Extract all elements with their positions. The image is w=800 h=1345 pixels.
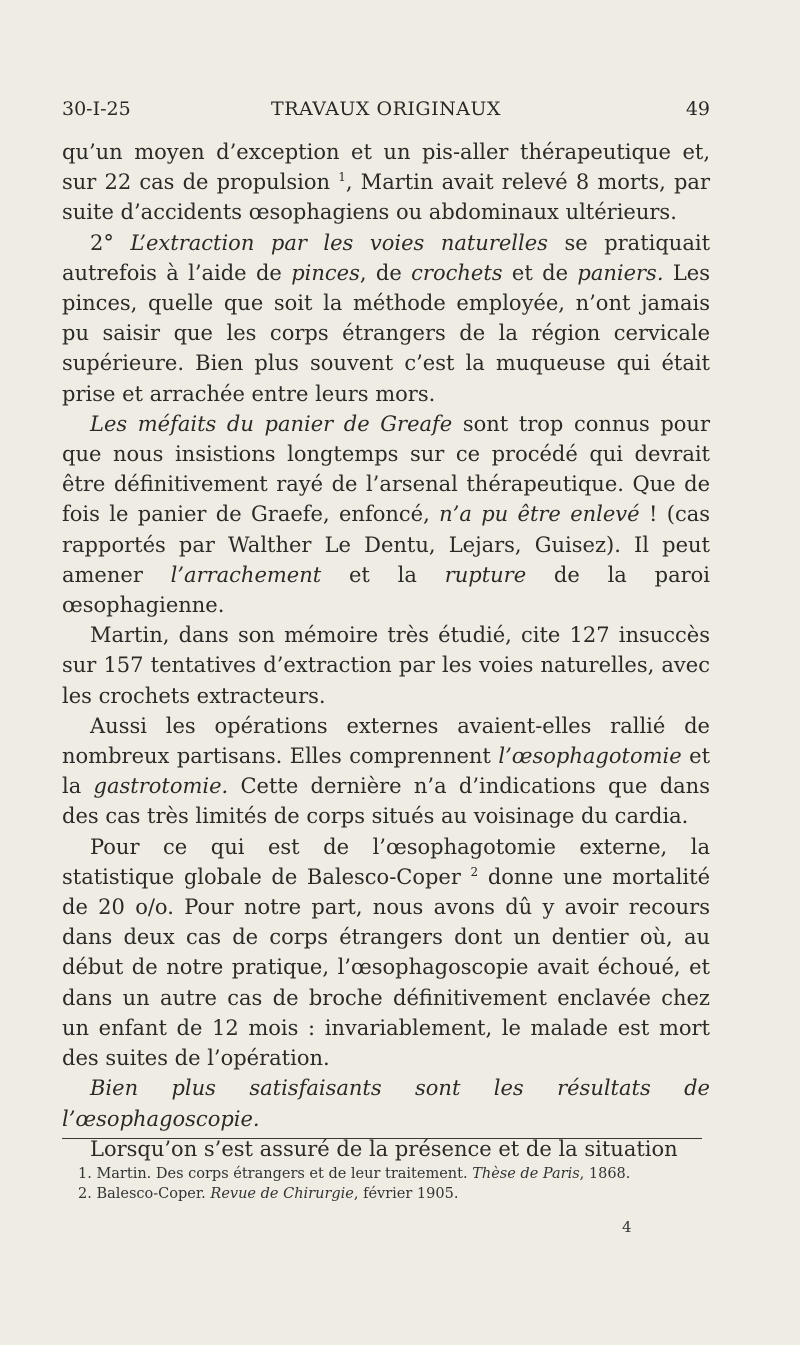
paragraph: [62, 1073, 710, 1133]
paragraph: [62, 137, 710, 228]
italic-run: l’œsophagotomie: [498, 744, 682, 769]
text-run: de la paroi œsophagienne.: [62, 562, 710, 618]
paragraph: [62, 228, 710, 409]
text-run: , 1868.: [579, 1166, 631, 1182]
footnotes: [78, 1164, 708, 1204]
italic-run: Thèse de Paris: [472, 1166, 580, 1182]
text-run: donne une mortalité de 20 o/o. Pour notre part, nous avons dû y avoir recours dans deux cas de corps étrangers dont un dentier où, au début de notre pratique, l’œsophagoscopie avait échoué, et dans un autre cas de broche définitivement enclavée chez un enfant de 12 mois : invariablement, le malade est mort des suites de l’opération.: [62, 864, 710, 1071]
text-run: sont trop connus pour que nous insistions longtemps sur ce procédé qui devrait être définitivement rayé de l’arsenal thérapeutique. Que de fois le panier de Graefe, enfoncé,: [62, 411, 710, 527]
paragraph: [62, 711, 710, 832]
text-run: Aussi les opérations externes avaient-elles rallié de nombreux partisans. Elles comprennent: [62, 713, 710, 769]
italic-run: n’a pu être enlevé: [439, 502, 640, 527]
italic-run: Revue de Chirurgie: [210, 1186, 354, 1202]
italic-run: Les méfaits du panier de Greafe: [90, 411, 453, 436]
footnote-ref-1: 1: [338, 170, 346, 185]
text-run: et de: [502, 260, 578, 285]
text-run: Pour ce qui est de l’œsophagotomie externe, la statistique globale de Balesco-Coper: [62, 834, 710, 889]
paragraph: Lorsqu’on s’est assuré de la présence et de la situation: [90, 1136, 678, 1161]
text-run: Cette dernière n’a d’indications que dans des cas très limités de corps situés au voisinage du cardia.: [62, 774, 710, 829]
signature-mark: 4: [622, 1218, 632, 1236]
page-number: 49: [685, 98, 710, 120]
paragraph: [62, 832, 710, 1074]
text-run: ! (cas rapportés par Walther Le Dentu, Lejars, Guisez). Il peut amener: [62, 502, 711, 587]
text-run: , de: [359, 260, 412, 285]
text-run: , Martin avait relevé 8 morts, par suite d’accidents œsophagiens ou abdominaux ultérieurs.: [62, 170, 710, 225]
body-text: [62, 137, 710, 1164]
text-run: se pratiquait autrefois à l’aide de: [62, 230, 711, 285]
footnote-ref-2: 2: [470, 864, 479, 879]
text-run: et la: [62, 744, 711, 799]
header-date: 30-I-25: [62, 98, 131, 120]
text-run: , février 1905.: [353, 1186, 459, 1202]
italic-run: pinces: [291, 260, 360, 285]
italic-run: L’extraction par les voies naturelles: [130, 230, 548, 255]
text-run: 2. Balesco-Coper.: [78, 1186, 211, 1202]
italic-run: Bien plus satisfaisants sont les résultats de l’œsophagoscopie.: [62, 1076, 710, 1131]
header-title: TRAVAUX ORIGINAUX: [271, 98, 501, 120]
footnote-2: [78, 1184, 708, 1204]
text-run: 2°: [90, 230, 131, 255]
text-run: 1. Martin. Des corps étrangers et de leur traitement.: [78, 1166, 473, 1182]
italic-run: crochets: [411, 260, 503, 285]
italic-run: rupture: [444, 562, 527, 587]
running-header: [62, 98, 710, 126]
footnote-1: [78, 1164, 708, 1184]
paragraph: [62, 409, 710, 620]
text-run: Les pinces, quelle que soit la méthode employée, n’ont jamais pu saisir que les corps étrangers de la région cervicale supérieure. Bien plus souvent c’est la muqueuse qui était prise et arrachée entre leurs mors.: [62, 260, 711, 406]
text-run: et la: [321, 562, 445, 587]
text-run: qu’un moyen d’exception et un pis-aller thérapeutique et, sur 22 cas de propulsion: [62, 140, 710, 195]
italic-run: gastrotomie.: [93, 774, 229, 799]
paragraph: Martin, dans son mémoire très étudié, cite 127 insuccès sur 157 tentatives d’extraction par les voies naturelles, avec les crochets extracteurs.: [62, 623, 710, 708]
italic-run: paniers.: [577, 260, 664, 285]
italic-run: l’arrachement: [170, 562, 322, 587]
footnote-divider: [62, 1138, 702, 1139]
